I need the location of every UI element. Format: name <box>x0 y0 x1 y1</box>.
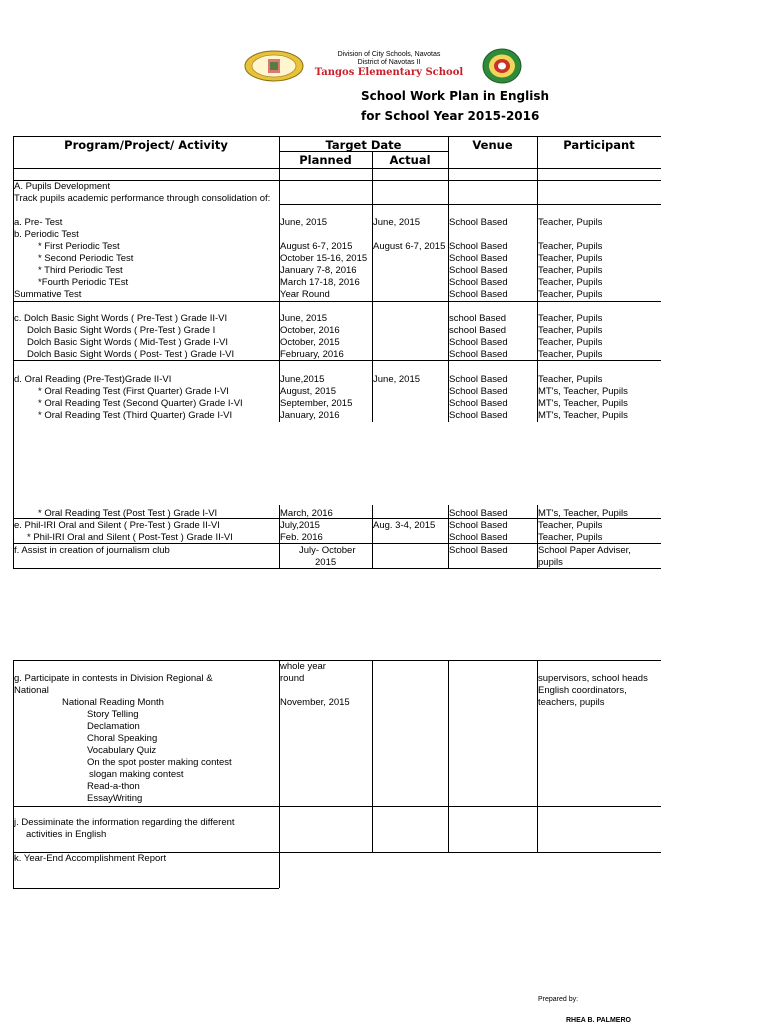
cell-venue: School Based <box>449 277 508 288</box>
division-name: Division of City Schools, Navotas <box>337 51 441 58</box>
table-border <box>13 888 279 889</box>
row-f-participant-2: pupils <box>538 557 563 568</box>
header-target-date: Target Date <box>325 138 402 152</box>
cell-planned: January, 2016 <box>280 410 340 421</box>
header-actual: Actual <box>389 153 431 167</box>
cell-participant: Teacher, Pupils <box>538 520 603 531</box>
cell-activity: * Oral Reading Test (First Quarter) Grade I-VI <box>38 386 229 397</box>
document-title: School Work Plan in English <box>361 89 550 103</box>
cell-planned: March 17-18, 2016 <box>280 277 360 288</box>
table-border <box>13 660 661 661</box>
contest-item: Vocabulary Quiz <box>87 745 157 756</box>
cell-activity: * Second Periodic Test <box>38 253 134 264</box>
cell-planned: June,2015 <box>280 374 325 385</box>
contest-item: Story Telling <box>87 709 139 720</box>
table-border <box>13 301 661 302</box>
cell-participant: School Paper Adviser, <box>538 545 631 556</box>
cell-venue: School Based <box>449 508 508 519</box>
contest-item: National Reading Month <box>62 697 164 708</box>
section-g-line2: National <box>14 685 49 696</box>
cell-venue: School Based <box>449 398 508 409</box>
table-border <box>13 136 661 137</box>
section-subheading: Track pupils academic performance through consolidation of: <box>14 193 271 204</box>
cell-activity: *Fourth Periodic TEst <box>38 277 129 288</box>
cell-venue: School Based <box>449 520 508 531</box>
cell-venue: School Based <box>449 349 508 360</box>
section-g-planned-2: round <box>280 673 305 684</box>
cell-activity: * Phil-IRI Oral and Silent ( Post-Test ) Grade II-VI <box>27 532 233 543</box>
cell-venue: School Based <box>449 217 508 228</box>
cell-venue: School Based <box>449 532 508 543</box>
table-border <box>13 568 661 569</box>
section-g-line1: g. Participate in contests in Division Regional & <box>14 673 213 684</box>
cell-venue: school Based <box>449 325 507 336</box>
contest-item: slogan making contest <box>89 769 184 780</box>
cell-planned: Year Round <box>280 289 330 300</box>
cell-venue: School Based <box>449 289 508 300</box>
header-participant: Participant <box>563 138 635 152</box>
cell-planned: January 7-8, 2016 <box>280 265 357 276</box>
cell-activity: * Oral Reading Test (Third Quarter) Grade I-VI <box>38 410 233 421</box>
cell-activity: Dolch Basic Sight Words ( Mid-Test ) Grade I-VI <box>27 337 228 348</box>
contest-item: Choral Speaking <box>87 733 158 744</box>
cell-activity: * Oral Reading Test (Second Quarter) Grade I-VI <box>38 398 243 409</box>
cell-planned: Feb. 2016 <box>280 532 323 543</box>
cell-planned: September, 2015 <box>280 398 353 409</box>
school-seal-logo <box>482 48 522 84</box>
cell-activity: c. Dolch Basic Sight Words ( Pre-Test ) Grade II-VI <box>14 313 228 324</box>
cell-venue: School Based <box>449 410 508 421</box>
cell-activity: b. Periodic Test <box>14 229 79 240</box>
cell-venue: School Based <box>449 337 508 348</box>
cell-planned: October 15-16, 2015 <box>280 253 368 264</box>
section-g-planned: whole year <box>280 661 326 672</box>
cell-participant: Teacher, Pupils <box>538 277 603 288</box>
cell-activity: a. Pre- Test <box>14 217 63 228</box>
cell-activity: Summative Test <box>14 289 82 300</box>
cell-activity: e. Phil-IRI Oral and Silent ( Pre-Test ) Grade II-VI <box>14 520 220 531</box>
table-border <box>279 204 661 205</box>
cell-participant: Teacher, Pupils <box>538 253 603 264</box>
cell-participant: Teacher, Pupils <box>538 374 603 385</box>
cell-planned: July,2015 <box>280 520 320 531</box>
cell-venue: School Based <box>449 265 508 276</box>
section-g-participant: supervisors, school heads <box>538 673 648 684</box>
cell-activity: f. Assist in creation of journalism club <box>14 545 170 556</box>
cell-participant: MT's, Teacher, Pupils <box>538 386 628 397</box>
cell-activity: * Third Periodic Test <box>38 265 123 276</box>
section-k: k. Year-End Accomplishment Report <box>14 853 167 864</box>
prepared-by-label: Prepared by: <box>538 996 579 1003</box>
header-venue: Venue <box>472 138 513 152</box>
cell-participant: Teacher, Pupils <box>538 265 603 276</box>
cell-participant: Teacher, Pupils <box>538 241 603 252</box>
cell-actual: August 6-7, 2015 <box>373 241 446 252</box>
header-planned: Planned <box>299 153 352 167</box>
cell-participant: Teacher, Pupils <box>538 337 603 348</box>
cell-venue: School Based <box>449 241 508 252</box>
contest-item: Read-a-thon <box>87 781 140 792</box>
division-seal-logo <box>244 50 304 82</box>
cell-planned: February, 2016 <box>280 349 344 360</box>
cell-participant: Teacher, Pupils <box>538 313 603 324</box>
cell-activity: * First Periodic Test <box>38 241 120 252</box>
cell-participant: Teacher, Pupils <box>538 325 603 336</box>
school-name: Tangos Elementary School <box>314 67 464 78</box>
document-subtitle: for School Year 2015-2016 <box>361 109 540 123</box>
cell-participant: MT's, Teacher, Pupils <box>538 410 628 421</box>
cell-planned: June, 2015 <box>280 217 328 228</box>
cell-actual: Aug. 3-4, 2015 <box>373 520 436 531</box>
cell-planned: October, 2016 <box>280 325 340 336</box>
cell-activity: d. Oral Reading (Pre-Test)Grade II-VI <box>14 374 172 385</box>
row-f-planned-2: 2015 <box>315 557 337 568</box>
cell-activity: Dolch Basic Sight Words ( Pre-Test ) Grade I <box>27 325 216 336</box>
cell-actual: June, 2015 <box>373 374 421 385</box>
letterhead-block <box>300 51 478 79</box>
cell-participant: Teacher, Pupils <box>538 532 603 543</box>
cell-venue: School Based <box>449 545 508 556</box>
cell-venue: school Based <box>449 313 507 324</box>
cell-planned: October, 2015 <box>280 337 340 348</box>
section-j-line2: activities in English <box>26 829 107 840</box>
table-border <box>13 168 661 169</box>
cell-planned: August, 2015 <box>280 386 336 397</box>
contest-item: Declamation <box>87 721 140 732</box>
section-j-line1: j. Dessiminate the information regarding the different <box>14 817 235 828</box>
district-name: District of Navotas II <box>357 59 421 66</box>
cell-participant: Teacher, Pupils <box>538 349 603 360</box>
section-g-participant-2: English coordinators, <box>538 685 627 696</box>
signatory-name: RHEA B. PALMERO <box>566 1017 631 1024</box>
contest-item: On the spot poster making contest <box>87 757 232 768</box>
cell-activity: * Oral Reading Test (Post Test ) Grade I-VI <box>38 508 218 519</box>
cell-activity: Dolch Basic Sight Words ( Post- Test ) Grade I-VI <box>27 349 235 360</box>
section-heading: A. Pupils Development <box>14 181 111 192</box>
cell-venue: School Based <box>449 253 508 264</box>
cell-venue: School Based <box>449 386 508 397</box>
header-program: Program/Project/ Activity <box>64 138 228 152</box>
contest-item: EssayWriting <box>87 793 143 804</box>
cell-participant: MT's, Teacher, Pupils <box>538 508 628 519</box>
section-g-planned-3: November, 2015 <box>280 697 350 708</box>
section-g-participant-3: teachers, pupils <box>538 697 605 708</box>
cell-planned: August 6-7, 2015 <box>280 241 353 252</box>
cell-participant: Teacher, Pupils <box>538 217 603 228</box>
table-border <box>372 505 373 569</box>
cell-participant: MT's, Teacher, Pupils <box>538 398 628 409</box>
table-border <box>13 806 661 807</box>
table-border <box>448 660 449 853</box>
row-f-planned: July- October <box>299 545 356 556</box>
cell-venue: School Based <box>449 374 508 385</box>
cell-planned: June, 2015 <box>280 313 328 324</box>
table-border <box>372 660 373 853</box>
cell-participant: Teacher, Pupils <box>538 289 603 300</box>
table-border <box>279 660 280 888</box>
cell-actual: June, 2015 <box>373 217 421 228</box>
grid-line <box>13 180 661 181</box>
cell-planned: March, 2016 <box>280 508 333 519</box>
